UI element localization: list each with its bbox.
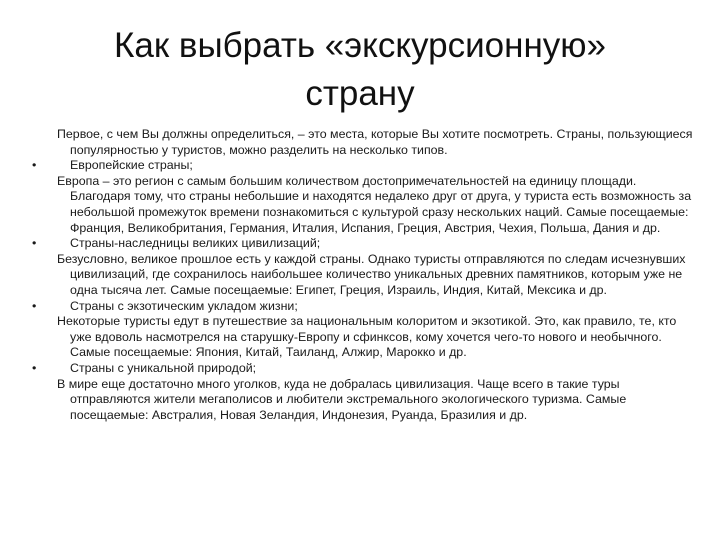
bullet-item-exotic: [24, 299, 700, 315]
section-paragraph-nature: В мире еще достаточно много уголков, куда не добралась цивилизация. Чаще всего в такие туры отправляются жители мегаполисов и любители экстремального экологического туризма. Самые посещаемые: Австралия, Новая Зеландия, Индонезия, Руанда, Бразилия и др.: [57, 376, 627, 422]
bullet-icon: •: [32, 158, 37, 173]
bullet-heading: Страны-наследницы великих цивилизаций;: [70, 236, 321, 251]
bullet-heading: Европейские страны;: [70, 158, 193, 173]
bullet-item-nature: [24, 361, 700, 377]
title-line-2: страну: [305, 74, 415, 113]
bullet-icon: •: [32, 360, 37, 375]
section-paragraph-europe: Европа – это регион с самым большим количеством достопримечательностей на единицу площади. Благодаря тому, что страны небольшие и находятся недалеко друг от друга, у туриста есть возможность за небольшой промежуток времени познакомиться с культурой сразу нескольких наций. Самые посещаемые: Франция, Великобритания, Германия, Италия, Испания, Греция, Австрия, Чехия, Польша, Дания и др.: [57, 173, 692, 235]
intro-paragraph: Первое, с чем Вы должны определиться, – это места, которые Вы хотите посмотреть. Страны, пользующиеся популярностью у туристов, можно разделить на несколько типов.: [57, 127, 693, 157]
title-line-1: Как выбрать «экскурсионную»: [113, 26, 607, 65]
section-paragraph-exotic: Некоторые туристы едут в путешествие за национальным колоритом и экзотикой. Это, как правило, те, кто уже вдоволь насмотрелся на старушку-Европу и сфинксов, кому хочется чего-то нового и необычного. Самые посещаемые: Япония, Китай, Таиланд, Алжир, Марокко и др.: [57, 314, 677, 360]
bullet-heading: Страны с уникальной природой;: [70, 360, 257, 375]
bullet-icon: •: [32, 298, 37, 313]
slide-body: [24, 127, 700, 423]
section-paragraph-civilizations: Безусловно, великое прошлое есть у каждой страны. Однако туристы отправляются по следам исчезнувших цивилизаций, где сохранилось наибольшее количество уникальных древних памятников, которым уже не одна тысяча лет. Самые посещаемые: Египет, Греция, Израиль, Индия, Китай, Мексика и др.: [57, 251, 686, 297]
slide-title: [60, 22, 660, 118]
bullet-heading: Страны с экзотическим укладом жизни;: [70, 298, 298, 313]
bullet-item-europe: [24, 158, 700, 174]
bullet-icon: •: [32, 236, 37, 251]
bullet-item-civilizations: [24, 236, 700, 252]
